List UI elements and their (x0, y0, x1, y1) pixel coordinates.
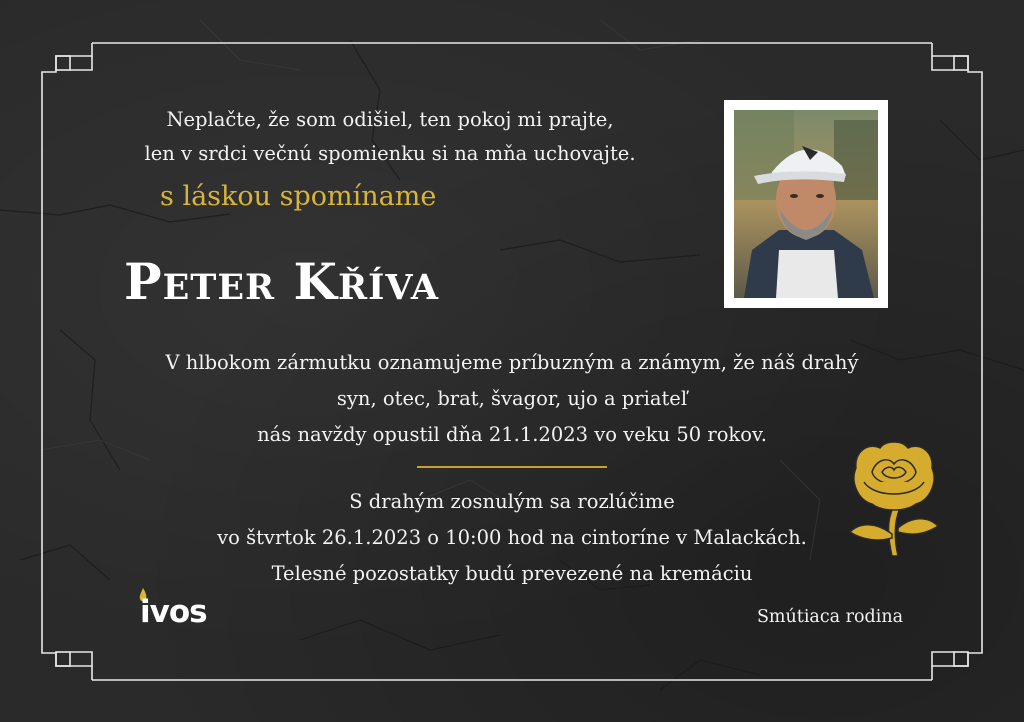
funeral-details (120, 484, 904, 592)
farewell-line-1: S drahým zosnulým sa rozlúčime (349, 490, 675, 513)
mourning-family-signature: Smútiaca rodina (756, 607, 904, 627)
announcement-line-3: nás navždy opustil dňa 21.1.2023 vo veku 50 rokov. (257, 423, 767, 446)
poem-line-2: len v srdci večnú spomienku si na mňa uchovajte. (144, 142, 636, 165)
company-logo: ivos (140, 594, 207, 630)
poem-line-1: Neplačte, že som odišiel, ten pokoj mi prajte, (166, 108, 614, 131)
deceased-name: Peter Kříva (124, 252, 440, 311)
farewell-line-3: Telesné pozostatky budú prevezené na kremáciu (271, 562, 753, 585)
portrait-frame (724, 100, 888, 308)
rose-icon (846, 438, 942, 556)
announcement-line-1: V hlbokom zármutku oznamujeme príbuzným a známym, že náš drahý (165, 351, 859, 374)
gold-divider (417, 466, 607, 468)
remembrance-tagline: s láskou spomíname (160, 181, 437, 212)
farewell-line-2: vo štvrtok 26.1.2023 o 10:00 hod na cintoríne v Malackách. (217, 526, 807, 549)
portrait-photo (734, 110, 878, 298)
death-announcement (120, 345, 904, 453)
poem-verse (100, 103, 680, 171)
announcement-line-2: syn, otec, brat, švagor, ujo a priateľ (336, 387, 688, 410)
